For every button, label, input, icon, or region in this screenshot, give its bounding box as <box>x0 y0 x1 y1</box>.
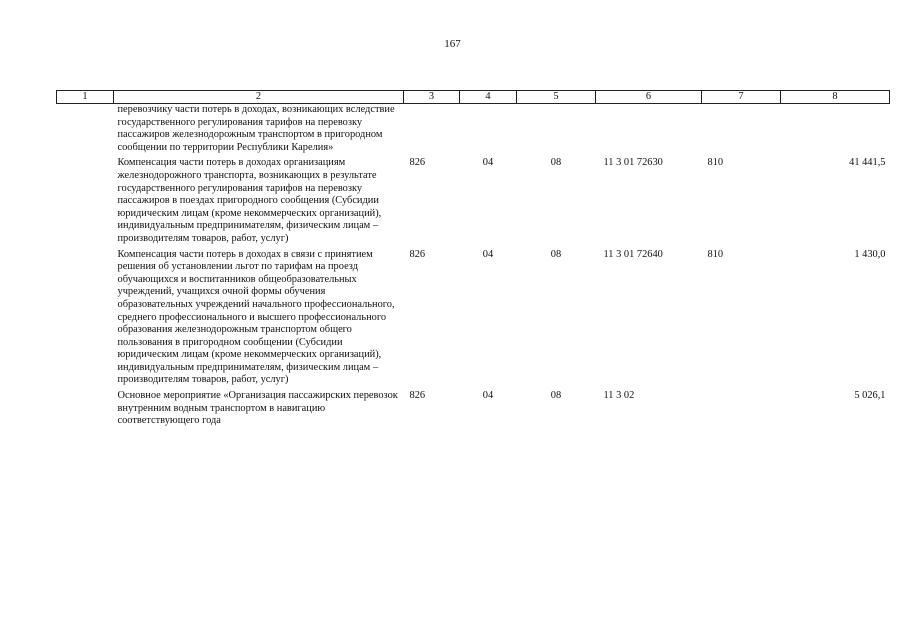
page-number: 167 <box>444 38 461 50</box>
item-name-cell: Компенсация части потерь в доходах организациям железнодорожного транспорта, возникающих в результате государственного регулирования тарифов на перевозку пассажиров в поездах пригородного сообщения (Субсидии юридическим лицам (кроме некоммерческих организаций), индивидуальным предпринимателям, физическим лицам – производителям товаров, работ, услуг) <box>117 157 382 244</box>
table-row <box>57 390 890 431</box>
column-header: 3 <box>404 91 460 104</box>
table-row <box>57 104 890 158</box>
column-header: 2 <box>114 91 404 104</box>
amount-cell <box>781 104 890 158</box>
budget-table <box>56 90 890 431</box>
column-header: 1 <box>57 91 114 104</box>
expense-type-cell <box>702 390 781 431</box>
column-header: 5 <box>517 91 596 104</box>
subsection-code-cell <box>517 104 596 158</box>
column-header: 6 <box>596 91 702 104</box>
expense-type-cell: 810 <box>707 157 724 169</box>
subsection-code-cell: 08 <box>550 390 562 402</box>
amount-cell: 5 026,1 <box>854 390 886 402</box>
row-index-cell <box>57 157 114 248</box>
ministry-code-cell: 826 <box>409 157 426 169</box>
table-header-row <box>57 91 890 104</box>
subsection-code-cell: 08 <box>550 157 562 169</box>
item-name-cell: Компенсация части потерь в доходах в связи с принятием решения об установлении льгот по тарифам на проезд обучающихся и воспитанников общеобразовательных учреждений, учащихся очной формы обучения образовательных учреждений начального профессионального, среднего профессионального и высшего профессионального образования железнодорожным транспортом общего пользования в пригородном сообщении (Субсидии юридическим лицам (кроме некоммерческих организаций), индивидуальным предпринимателям, физическим лицам – производителям товаров, работ, услуг) <box>117 248 395 386</box>
target-article-cell <box>596 104 702 158</box>
ministry-code-cell <box>404 104 460 158</box>
target-article-cell: 11 3 01 72640 <box>603 248 663 260</box>
expense-type-cell <box>702 104 781 158</box>
section-code-cell: 04 <box>482 248 494 260</box>
row-index-cell <box>57 249 114 391</box>
column-header: 8 <box>781 91 890 104</box>
target-article-cell: 11 3 01 72630 <box>603 157 663 169</box>
subsection-code-cell: 08 <box>550 248 562 260</box>
column-header: 4 <box>460 91 517 104</box>
amount-cell: 1 430,0 <box>854 248 886 260</box>
expense-type-cell: 810 <box>707 248 724 260</box>
column-header: 7 <box>702 91 781 104</box>
ministry-code-cell: 826 <box>409 390 426 402</box>
section-code-cell <box>460 104 517 158</box>
section-code-cell: 04 <box>482 390 494 402</box>
row-index-cell <box>57 390 114 431</box>
item-name-cell: перевозчику части потерь в доходах, возникающих вследствие государственного регулирования тарифов на перевозку пассажиров железнодорожным транспортом в пригородном сообщении по территории Республики Карелия» <box>117 104 395 153</box>
item-name-cell: Основное мероприятие «Организация пассажирских перевозок внутренним водным транспортом в навигацию соответствующего года <box>117 390 398 427</box>
row-index-cell <box>57 104 114 158</box>
amount-cell: 41 441,5 <box>849 157 886 169</box>
section-code-cell: 04 <box>482 157 494 169</box>
table-row <box>57 249 890 391</box>
target-article-cell: 11 3 02 <box>603 390 635 402</box>
ministry-code-cell: 826 <box>409 248 426 260</box>
table-row <box>57 157 890 248</box>
